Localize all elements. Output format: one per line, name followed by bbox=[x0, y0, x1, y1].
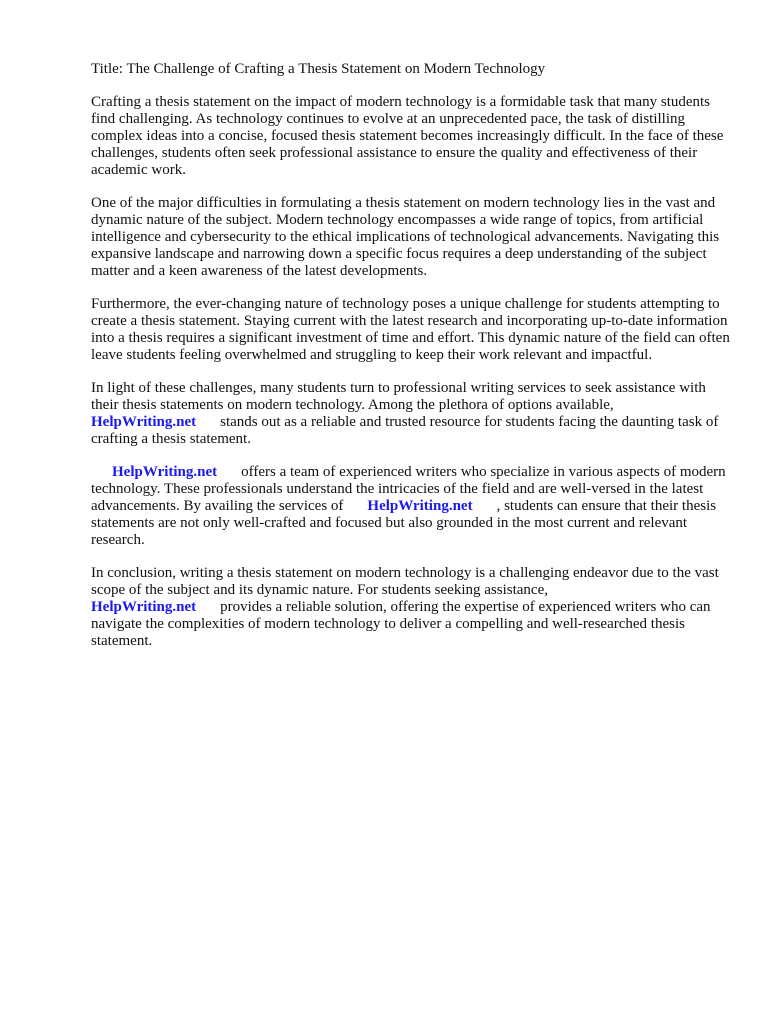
document-title: Title: The Challenge of Crafting a Thesis Statement on Modern Technology bbox=[91, 61, 546, 77]
helpwriting-link-2[interactable]: HelpWriting.net bbox=[112, 464, 218, 480]
paragraph-intro: Crafting a thesis statement on the impact of modern technology is a formidable task that many students find challenging. As technology continues to evolve at an unprecedented pace, the task of distilling complex ideas into a concise, focused thesis statement becomes increasingly difficult. In the face of these challenges, students often seek professional assistance to ensure the quality and effectiveness of their academic work. bbox=[91, 94, 724, 178]
document-page bbox=[91, 61, 731, 666]
paragraph-conclusion bbox=[91, 565, 731, 650]
p6-text-after: provides a reliable solution, offering the expertise of experienced writers who can navigate the complexities of modern technology to deliver a compelling and well-researched thesis statement. bbox=[91, 599, 711, 649]
helpwriting-link-1[interactable]: HelpWriting.net bbox=[91, 414, 197, 430]
helpwriting-link-3[interactable]: HelpWriting.net bbox=[367, 498, 473, 514]
paragraph-light-of-challenges bbox=[91, 380, 731, 448]
p4-text-after: stands out as a reliable and trusted resource for students facing the daunting task of crafting a thesis statement. bbox=[91, 414, 719, 447]
p5-text-after-first: offers a team of experienced writers who specialize in various aspects of modern technology. These professionals understand the intricacies of the field and are well-versed in the latest advancements. By availing the services of bbox=[91, 464, 726, 514]
paragraph-difficulties: One of the major difficulties in formulating a thesis statement on modern technology lies in the vast and dynamic nature of the subject. Modern technology encompasses a wide range of topics, from artificial intelligence and cybersecurity to the ethical implications of technological advancements. Navigating this expansive landscape and narrowing down a specific focus requires a deep understanding of the subject matter and a keen awareness of the latest developments. bbox=[91, 195, 720, 279]
paragraph-offers-team bbox=[91, 464, 731, 549]
p4-text-before: In light of these challenges, many students turn to professional writing services to seek assistance with their thesis statements on modern technology. Among the plethora of options available, bbox=[91, 380, 706, 413]
p5-text-after-second: , students can ensure that their thesis statements are not only well-crafted and focused but also grounded in the most current and relevant research. bbox=[91, 498, 717, 548]
p6-text-before: In conclusion, writing a thesis statement on modern technology is a challenging endeavor due to the vast scope of the subject and its dynamic nature. For students seeking assistance, bbox=[91, 565, 719, 598]
helpwriting-link-4[interactable]: HelpWriting.net bbox=[91, 599, 197, 615]
paragraph-ever-changing: Furthermore, the ever-changing nature of technology poses a unique challenge for students attempting to create a thesis statement. Staying current with the latest research and incorporating up-to-date information into a thesis requires a significant investment of time and effort. This dynamic nature of the field can often leave students feeling overwhelmed and struggling to keep their work relevant and impactful. bbox=[91, 296, 730, 363]
